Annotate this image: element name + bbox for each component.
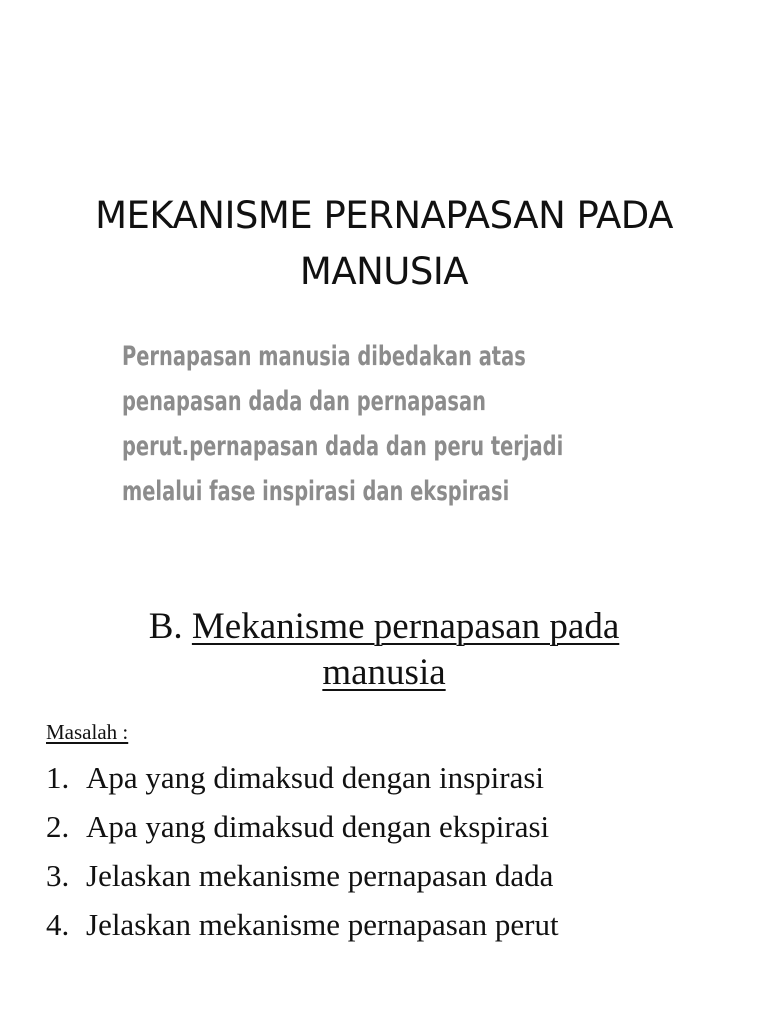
question-number: 3. [46,858,70,893]
question-text: Apa yang dimaksud dengan inspirasi [86,760,545,795]
section-heading [60,604,708,696]
slide-title-line-2: MANUSIA [299,250,469,293]
question-item [46,900,746,949]
question-text: Jelaskan mekanisme pernapasan perut [86,907,559,942]
question-item [46,851,746,900]
section-title-part-1: Mekanisme pernapasan pada [191,606,620,647]
question-list [46,753,746,949]
question-text: Jelaskan mekanisme pernapasan dada [86,858,554,893]
intro-line: melalui fase inspirasi dan ekspirasi [122,476,510,507]
question-number: 1. [46,760,70,795]
section-heading-line-1 [60,604,708,650]
intro-line: perut.pernapasan dada dan peru terjadi [122,431,564,462]
slide-title [40,188,728,300]
section-heading-line-2 [60,650,708,696]
masalah-label: Masalah : [46,720,129,744]
section-title-part-2: manusia [322,652,446,693]
intro-line: Pernapasan manusia dibedakan atas [122,341,526,372]
question-number: 4. [46,907,70,942]
intro-paragraph [122,334,698,514]
question-item [46,802,746,851]
question-text: Apa yang dimaksud dengan ekspirasi [86,809,550,844]
section-prefix: B. [148,606,183,647]
intro-line: penapasan dada dan pernapasan [122,386,486,417]
question-number: 2. [46,809,70,844]
question-item [46,753,746,802]
slide-title-line-1: MEKANISME PERNAPASAN PADA [95,194,673,237]
